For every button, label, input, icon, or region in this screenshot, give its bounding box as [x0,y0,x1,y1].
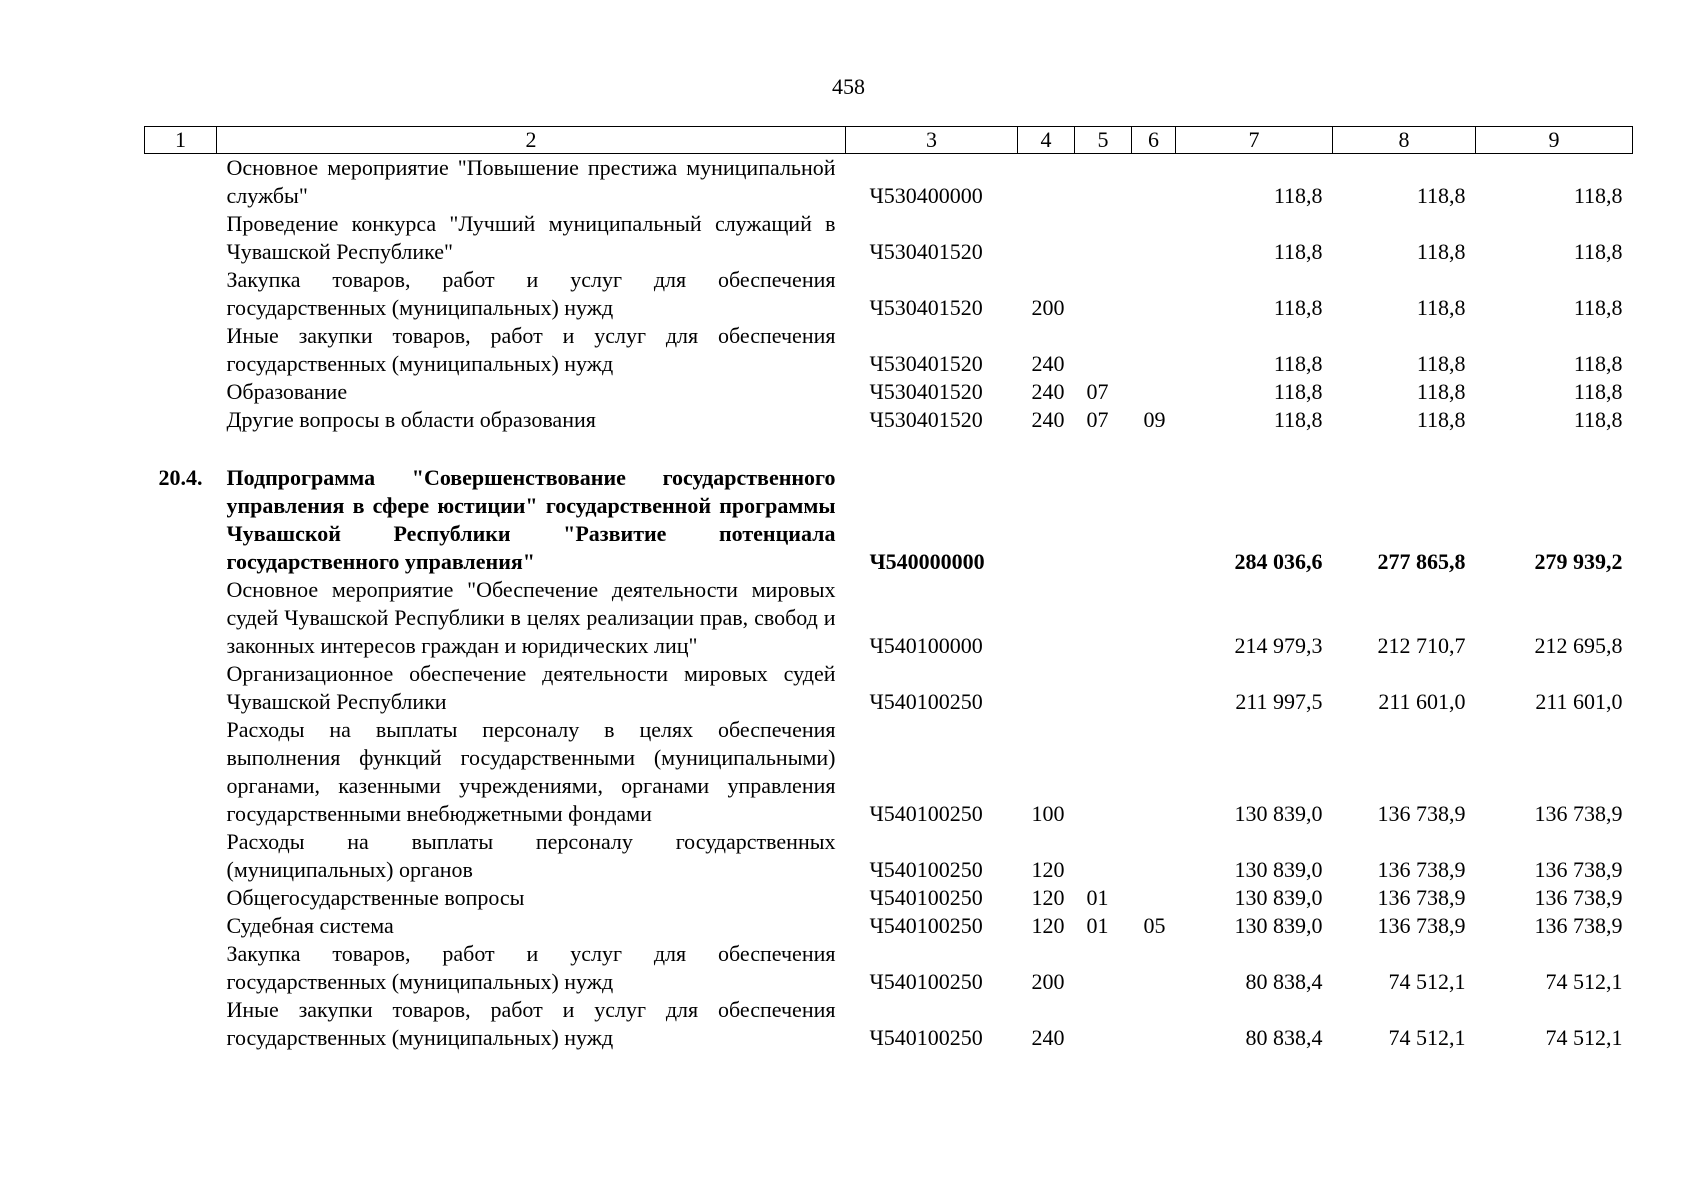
subsection-code [1132,210,1176,266]
table-row [145,660,1633,716]
subsection-code [1132,996,1176,1052]
row-name: Расходы на выплаты персоналу государственных (муниципальных) органов [226,829,836,882]
table-row [145,996,1633,1052]
row-name: Иные закупки товаров, работ и услуг для обеспечения государственных (муниципальных) нужд [226,997,836,1050]
subsection-code [1132,322,1176,378]
column-header: 2 [217,127,846,154]
subsection-code: 05 [1143,913,1166,938]
row-name: Иные закупки товаров, работ и услуг для обеспечения государственных (муниципальных) нужд [226,323,836,376]
column-header: 3 [846,127,1018,154]
amount-col-7: 118,8 [1273,407,1323,432]
amount-col-9: 74 512,1 [1545,1025,1623,1050]
target-article-code: Ч540000000 [869,549,985,574]
page-number: 458 [832,74,865,99]
amount-col-7: 118,8 [1273,295,1323,320]
subsection-code: 09 [1143,407,1166,432]
table-row [145,716,1633,828]
target-article-code: Ч530400000 [869,183,983,208]
table-row [145,210,1633,266]
amount-col-7: 214 979,3 [1234,633,1323,658]
table-row [145,940,1633,996]
amount-col-8: 118,8 [1416,183,1466,208]
table-row [145,378,1633,406]
row-number [145,210,217,266]
subsection-code [1132,378,1176,406]
amount-col-8: 277 865,8 [1377,549,1466,574]
row-name: Расходы на выплаты персоналу в целях обеспечения выполнения функций государственными (муниципальными) органами, казенными учреждениями, органами управления государственными внебюджетными фондами [226,717,836,826]
amount-col-8: 118,8 [1416,379,1466,404]
expense-type-code: 240 [1031,351,1065,376]
amount-col-9: 279 939,2 [1534,549,1623,574]
amount-col-8: 212 710,7 [1377,633,1466,658]
table-row [145,828,1633,884]
table-row [145,406,1633,434]
table-row [145,154,1633,211]
subsection-code [1132,660,1176,716]
row-number [145,996,217,1052]
expense-type-code: 120 [1031,857,1065,882]
column-header: 5 [1075,127,1132,154]
target-article-code: Ч540100250 [869,689,983,714]
row-name: Закупка товаров, работ и услуг для обеспечения государственных (муниципальных) нужд [226,267,836,320]
amount-col-7: 118,8 [1273,379,1323,404]
amount-col-8: 118,8 [1416,407,1466,432]
row-number [145,322,217,378]
section-code [1075,940,1132,996]
row-name: Проведение конкурса "Лучший муниципальный служащий в Чувашской Республике" [226,211,836,264]
amount-col-9: 74 512,1 [1545,969,1623,994]
row-name: Основное мероприятие "Повышение престижа муниципальной службы" [226,155,836,208]
amount-col-8: 211 601,0 [1378,689,1466,714]
section-code: 07 [1086,379,1109,404]
subsection-code [1132,576,1176,660]
target-article-code: Ч530401520 [869,407,983,432]
amount-col-8: 118,8 [1416,295,1466,320]
amount-col-9: 118,8 [1573,239,1623,264]
budget-table [144,126,1633,1052]
row-number [145,716,217,828]
column-header: 6 [1132,127,1176,154]
section-code [1075,660,1132,716]
table-row [145,912,1633,940]
amount-col-8: 74 512,1 [1388,969,1466,994]
section-code: 01 [1086,885,1109,910]
amount-col-9: 136 738,9 [1534,801,1623,826]
target-article-code: Ч530401520 [869,351,983,376]
subsection-code [1132,828,1176,884]
target-article-code: Ч530401520 [869,239,983,264]
amount-col-9: 136 738,9 [1534,885,1623,910]
amount-col-9: 136 738,9 [1534,913,1623,938]
row-number [145,828,217,884]
row-number [145,154,217,211]
section-code: 07 [1086,407,1109,432]
expense-type-code: 240 [1031,407,1065,432]
expense-type-code: 100 [1031,801,1065,826]
column-header: 1 [145,127,217,154]
subsection-code [1132,716,1176,828]
amount-col-9: 212 695,8 [1534,633,1623,658]
amount-col-8: 136 738,9 [1377,885,1466,910]
row-name: Судебная система [226,913,394,938]
row-number [145,378,217,406]
column-header: 9 [1476,127,1633,154]
column-header: 8 [1333,127,1476,154]
section-code [1075,210,1132,266]
amount-col-8: 118,8 [1416,239,1466,264]
spacer-row [145,434,1633,464]
table-row [145,464,1633,576]
row-name: Подпрограмма "Совершенствование государственного управления в сфере юстиции" государственной программы Чувашской Республики "Развитие потенциала государственного управления" [226,465,836,574]
amount-col-8: 136 738,9 [1377,801,1466,826]
expense-type-code [1018,210,1075,266]
row-name: Закупка товаров, работ и услуг для обеспечения государственных (муниципальных) нужд [226,941,836,994]
section-code [1075,828,1132,884]
section-code [1075,576,1132,660]
subsection-code [1132,940,1176,996]
amount-col-7: 118,8 [1273,239,1323,264]
expense-type-code: 200 [1031,295,1065,320]
amount-col-7: 130 839,0 [1234,857,1323,882]
row-number: 20.4. [158,465,203,490]
amount-col-7: 211 997,5 [1235,689,1323,714]
expense-type-code [1018,660,1075,716]
target-article-code: Ч540100250 [869,1025,983,1050]
row-number [145,912,217,940]
table-row [145,884,1633,912]
amount-col-7: 130 839,0 [1234,885,1323,910]
amount-col-7: 80 838,4 [1245,969,1323,994]
amount-col-7: 130 839,0 [1234,913,1323,938]
table-row [145,266,1633,322]
table-header-row [145,127,1633,154]
amount-col-7: 118,8 [1273,183,1323,208]
amount-col-8: 136 738,9 [1377,857,1466,882]
subsection-code [1132,884,1176,912]
row-number [145,884,217,912]
amount-col-9: 118,8 [1573,295,1623,320]
section-code [1075,322,1132,378]
expense-type-code [1018,154,1075,211]
row-name: Организационное обеспечение деятельности мировых судей Чувашской Республики [226,661,836,714]
target-article-code: Ч540100250 [869,913,983,938]
target-article-code: Ч530401520 [869,295,983,320]
section-code [1075,464,1132,576]
expense-type-code [1018,576,1075,660]
subsection-code [1132,464,1176,576]
target-article-code: Ч540100250 [869,885,983,910]
expense-type-code: 120 [1031,885,1065,910]
section-code [1075,266,1132,322]
row-number [145,940,217,996]
row-number [145,576,217,660]
target-article-code: Ч540100000 [869,633,983,658]
target-article-code: Ч540100250 [869,801,983,826]
amount-col-7: 80 838,4 [1245,1025,1323,1050]
amount-col-9: 136 738,9 [1534,857,1623,882]
expense-type-code: 240 [1031,379,1065,404]
row-number [145,660,217,716]
amount-col-9: 211 601,0 [1535,689,1623,714]
row-number [145,266,217,322]
section-code: 01 [1086,913,1109,938]
amount-col-9: 118,8 [1573,351,1623,376]
expense-type-code: 120 [1031,913,1065,938]
row-number [145,406,217,434]
amount-col-9: 118,8 [1573,379,1623,404]
table-body [145,154,1633,1053]
amount-col-8: 118,8 [1416,351,1466,376]
row-name: Образование [226,379,348,404]
amount-col-7: 130 839,0 [1234,801,1323,826]
target-article-code: Ч530401520 [869,379,983,404]
section-code [1075,716,1132,828]
amount-col-7: 118,8 [1273,351,1323,376]
amount-col-7: 284 036,6 [1234,549,1323,574]
row-name: Другие вопросы в области образования [226,407,596,432]
column-header: 7 [1176,127,1333,154]
section-code [1075,154,1132,211]
table-row [145,322,1633,378]
amount-col-8: 136 738,9 [1377,913,1466,938]
section-code [1075,996,1132,1052]
column-header: 4 [1018,127,1075,154]
expense-type-code: 240 [1031,1025,1065,1050]
target-article-code: Ч540100250 [869,857,983,882]
spacer-cell [145,434,1633,464]
row-name: Общегосударственные вопросы [226,885,525,910]
amount-col-8: 74 512,1 [1388,1025,1466,1050]
amount-col-9: 118,8 [1573,183,1623,208]
expense-type-code: 200 [1031,969,1065,994]
table-row [145,576,1633,660]
target-article-code: Ч540100250 [869,969,983,994]
subsection-code [1132,266,1176,322]
expense-type-code [1018,464,1075,576]
amount-col-9: 118,8 [1573,407,1623,432]
subsection-code [1132,154,1176,211]
row-name: Основное мероприятие "Обеспечение деятельности мировых судей Чувашской Республики в целях реализации прав, свобод и законных интересов граждан и юридических лиц" [226,577,836,658]
